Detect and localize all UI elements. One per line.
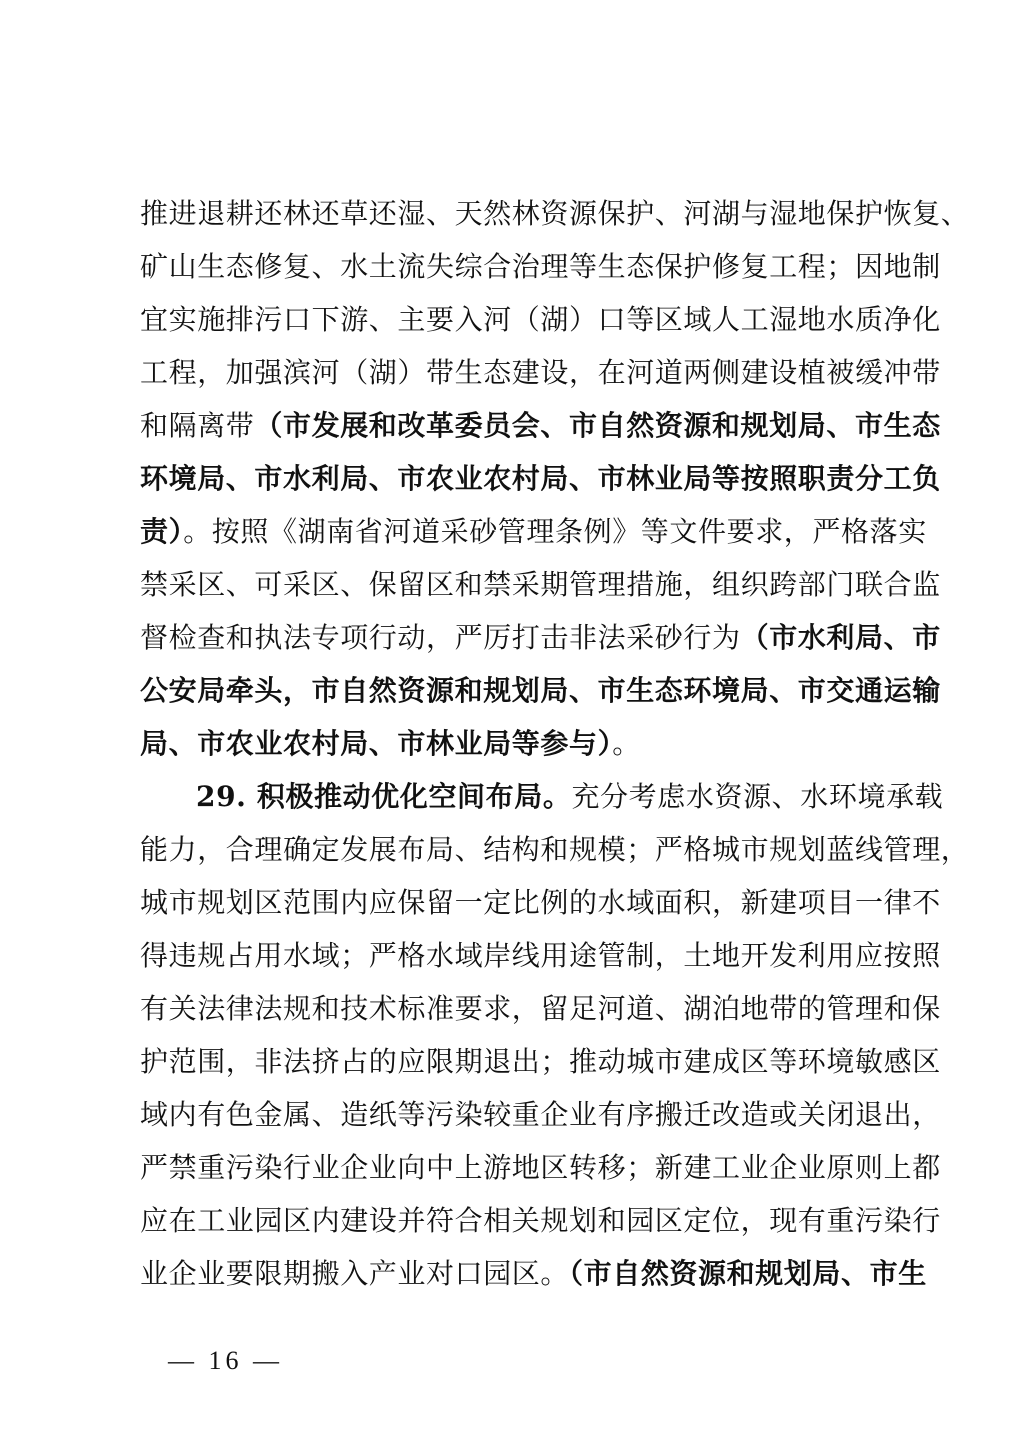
section-heading-line: 29. 积极推动优化空间布局。充分考虑水资源、水环境承载	[196, 780, 944, 813]
section-heading: 29. 积极推动优化空间布局。	[196, 780, 572, 813]
paragraph-line: 能力，合理确定发展布局、结构和规模；严格城市规划蓝线管理，	[140, 833, 970, 866]
responsible-departments: 责）	[140, 515, 184, 548]
responsible-departments: （市自然资源和规划局、市生	[569, 1257, 927, 1290]
document-body	[140, 187, 970, 1300]
paragraph-line: 业企业要限期搬入产业对口园区。（市自然资源和规划局、市生	[140, 1257, 927, 1290]
paragraph-line: 矿山生态修复、水土流失综合治理等生态保护修复工程；因地制	[140, 250, 941, 283]
paragraph-line: 宜实施排污口下游、主要入河（湖）口等区域人工湿地水质净化	[140, 303, 941, 336]
paragraph-line: 严禁重污染行业企业向中上游地区转移；新建工业企业原则上都	[140, 1151, 941, 1184]
responsible-departments: 环境局、市水利局、市农业农村局、市林业局等按照职责分工负	[140, 462, 941, 495]
paragraph-line: 有关法律法规和技术标准要求，留足河道、湖泊地带的管理和保	[140, 992, 941, 1025]
responsible-departments: （市水利局、市	[740, 621, 941, 654]
paragraph-line: 域内有色金属、造纸等污染较重企业有序搬迁改造或关闭退出，	[140, 1098, 941, 1131]
paragraph-line: 责）。按照《湖南省河道采砂管理条例》等文件要求，严格落实	[140, 515, 927, 548]
paragraph-line: 和隔离带（市发展和改革委员会、市自然资源和规划局、市生态	[140, 409, 941, 442]
responsible-departments: 局、市农业农村局、市林业局等参与）	[140, 727, 613, 760]
paragraph-line: 推进退耕还林还草还湿、天然林资源保护、河湖与湿地保护恢复、	[140, 197, 970, 230]
paragraph-line: 工程，加强滨河（湖）带生态建设，在河道两侧建设植被缓冲带	[140, 356, 941, 389]
page-number: — 16 —	[168, 1346, 283, 1375]
paragraph-line: 城市规划区范围内应保留一定比例的水域面积，新建项目一律不	[140, 886, 941, 919]
responsible-departments: （市发展和改革委员会、市自然资源和规划局、市生态	[254, 409, 941, 442]
paragraph-line: 护范围，非法挤占的应限期退出；推动城市建成区等环境敏感区	[140, 1045, 941, 1078]
paragraph-line: 督检查和执法专项行动，严厉打击非法采砂行为（市水利局、市	[140, 621, 941, 654]
responsible-departments: 公安局牵头，市自然资源和规划局、市生态环境局、市交通运输	[140, 674, 941, 707]
paragraph-line: 得违规占用水域；严格水域岸线用途管制，土地开发利用应按照	[140, 939, 941, 972]
paragraph-line: 禁采区、可采区、保留区和禁采期管理措施，组织跨部门联合监	[140, 568, 941, 601]
paragraph-line: 局、市农业农村局、市林业局等参与）。	[140, 727, 641, 760]
paragraph-line: 应在工业园区内建设并符合相关规划和园区定位，现有重污染行	[140, 1204, 941, 1237]
